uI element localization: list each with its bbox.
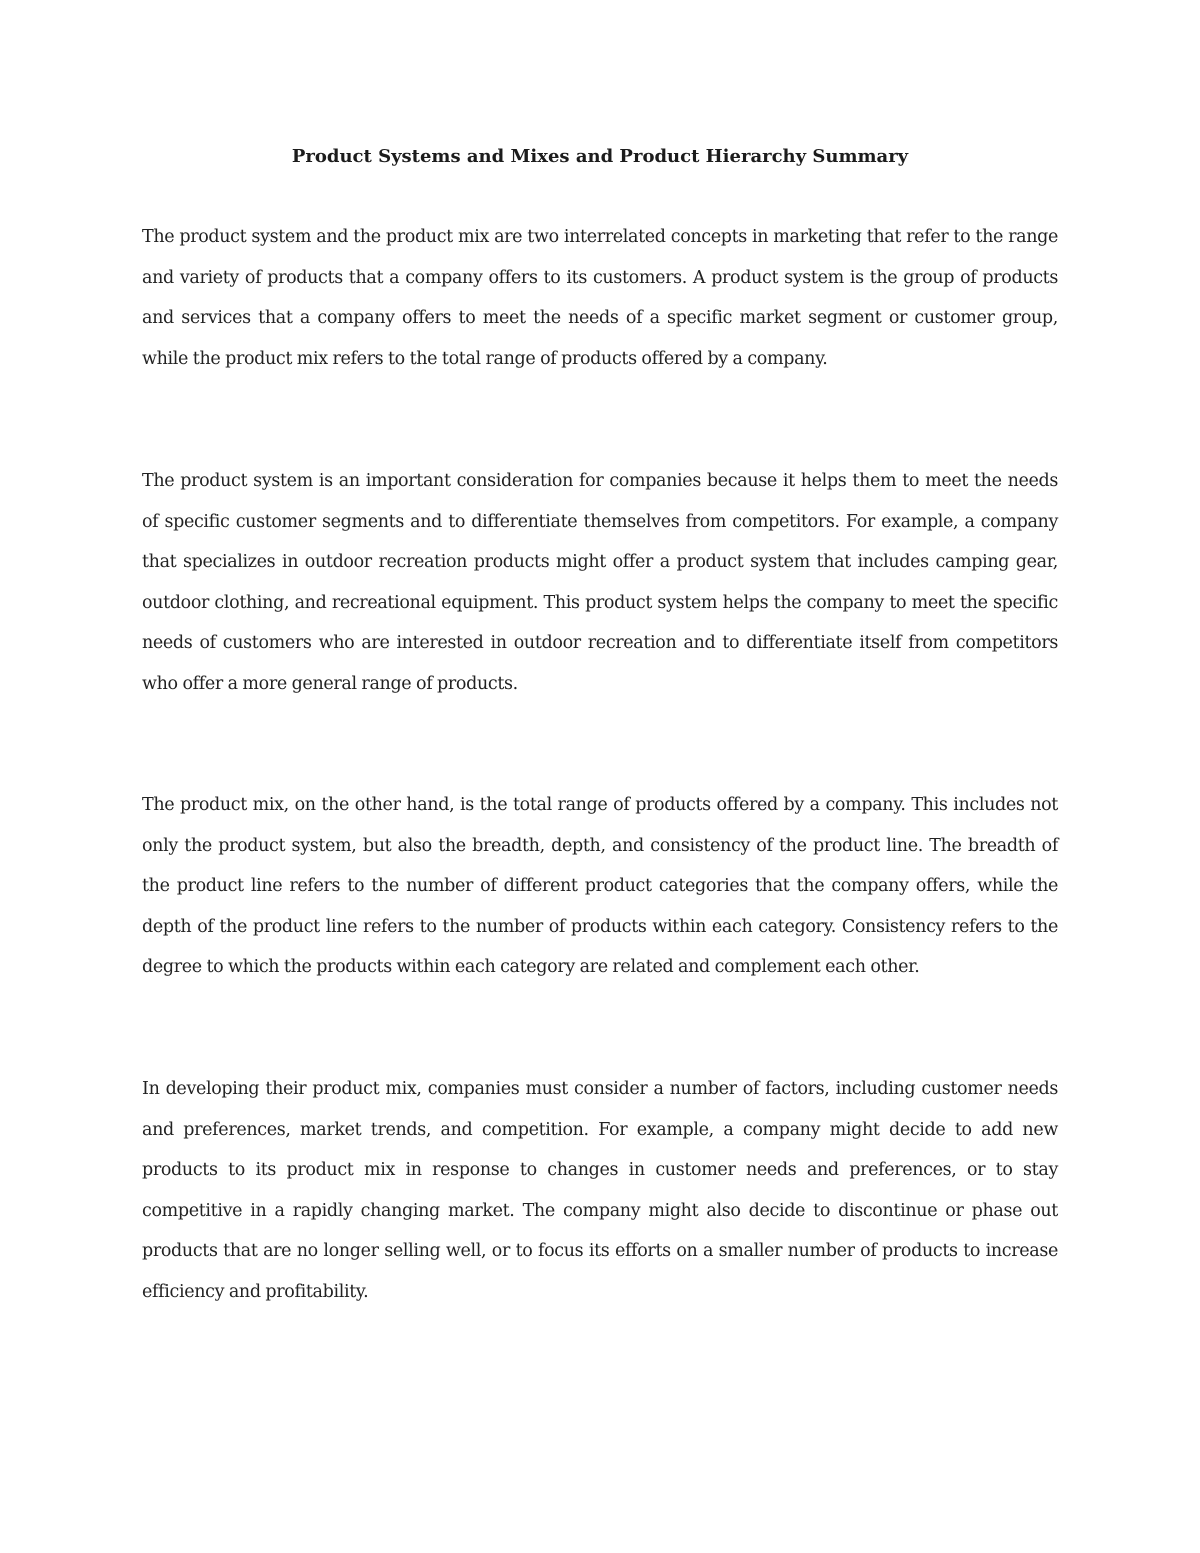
paragraph-2: The product system is an important consideration for companies because it helps them to meet the needs of specific customer segments and to differentiate themselves from competitors. For example, a company that specializes in outdoor recreation products might offer a product system that includes camping gear, outdoor clothing, and recreational equipment. This product system helps the company to meet the specific needs of customers who are interested in outdoor recreation and to differentiate itself from competitors who offer a more general range of products.	[142, 471, 1058, 694]
paragraph-3: The product mix, on the other hand, is the total range of products offered by a company. This includes not only the product system, but also the breadth, depth, and consistency of the product line. The breadth of the product line refers to the number of different product categories that the company offers, while the depth of the product line refers to the number of products within each category. Consistency refers to the degree to which the products within each category are related and complement each other.	[142, 795, 1058, 977]
paragraph-4: In developing their product mix, companies must consider a number of factors, including customer needs and preferences, market trends, and competition. For example, a company might decide to add new products to its product mix in response to changes in customer needs and preferences, or to stay competitive in a rapidly changing market. The company might also decide to discontinue or phase out products that are no longer selling well, or to focus its efforts on a smaller number of products to increase efficiency and profitability.	[142, 1079, 1058, 1302]
paragraph-1: The product system and the product mix are two interrelated concepts in marketing that refer to the range and variety of products that a company offers to its customers. A product system is the group of products and services that a company offers to meet the needs of a specific market segment or customer group, while the product mix refers to the total range of products offered by a company.	[142, 227, 1058, 369]
document-title: Product Systems and Mixes and Product Hierarchy Summary	[291, 146, 909, 167]
